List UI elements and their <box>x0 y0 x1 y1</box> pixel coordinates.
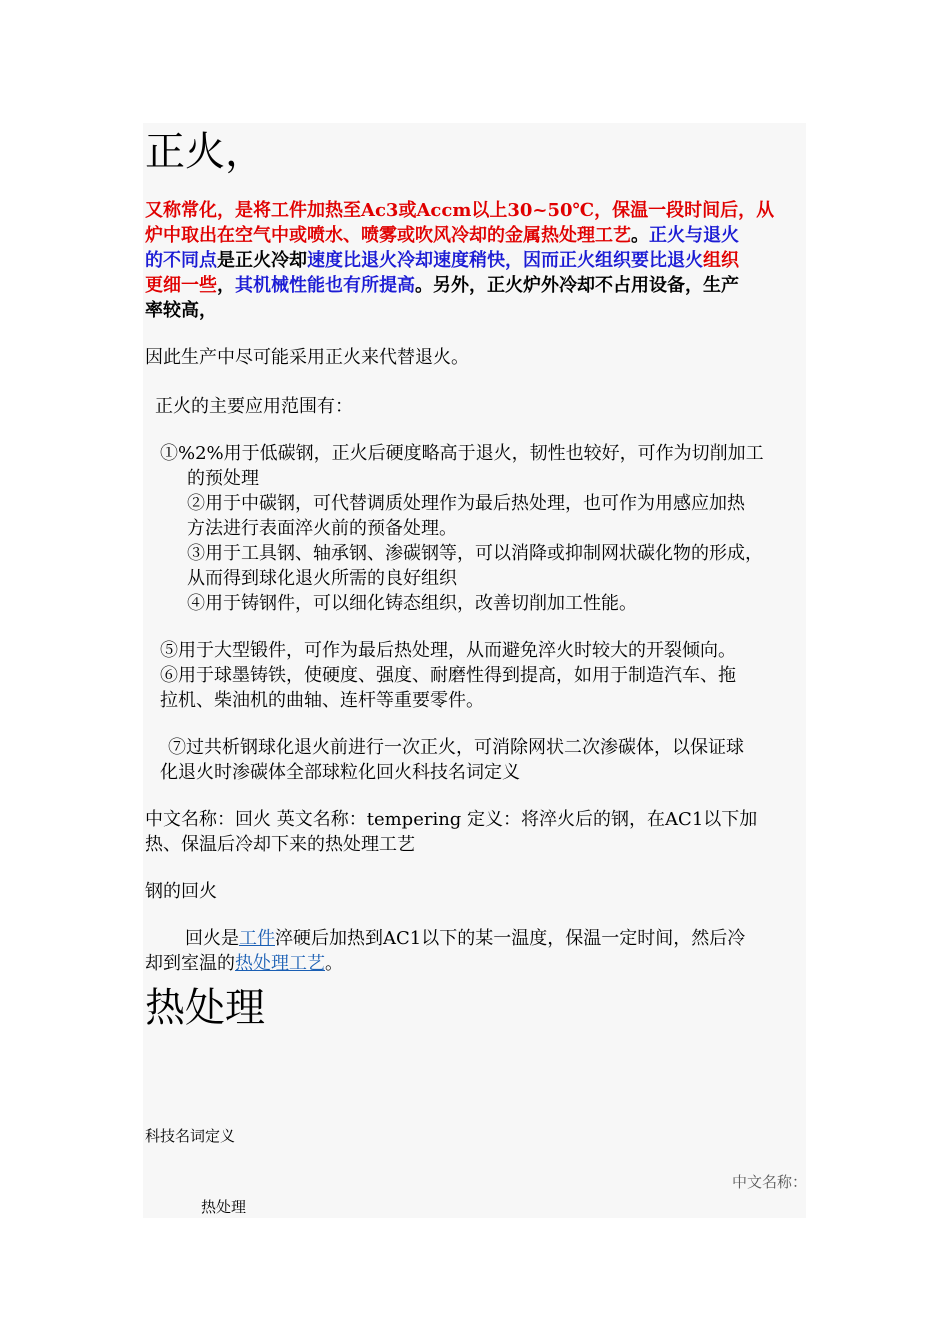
list-item-1-line1: ①%2%用于低碳钢，正火后硬度略高于退火，韧性也较好，可作为切削加工 <box>160 443 764 464</box>
list-item-2-line1: ②用于中碳钢，可代替调质处理作为最后热处理，也可作为用感应加热 <box>187 493 745 514</box>
p1-line4-red: 更细一些 <box>145 275 217 296</box>
tempering-mid: 淬硬后加热到AC1以下的某一温度，保温一定时间，然后冷 <box>275 928 746 949</box>
paragraph-3: 正火的主要应用范围有： <box>155 396 353 417</box>
p1-line2 <box>145 223 739 248</box>
p1-line5: 率较高， <box>145 300 217 321</box>
p1-line3-blue1: 的不同点 <box>145 250 217 271</box>
list-item-5: ⑤用于大型锻件，可作为最后热处理，从而避免淬火时较大的开裂倾向。 <box>160 640 736 661</box>
list-item-6-line2: 拉机、柴油机的曲轴、连杆等重要零件。 <box>160 690 484 711</box>
list-item-1-line2: 的预处理 <box>187 468 259 489</box>
list-item-7-line1: ⑦过共析钢球化退火前进行一次正火，可消除网状二次渗碳体，以保证球 <box>168 737 744 758</box>
list-item-2-line2: 方法进行表面淬火前的预备处理。 <box>187 518 457 539</box>
paragraph-2: 因此生产中尽可能采用正火来代替退火。 <box>145 347 469 368</box>
p1-line1: 又称常化，是将工件加热至Ac3或Accm以上30~50℃，保温一段时间后，从 <box>145 200 775 221</box>
tempering-l2-post: 。 <box>325 953 343 974</box>
p1-line3-black: 是正火冷却 <box>217 250 307 271</box>
list-item-7-line2: 化退火时渗碳体全部球粒化回火科技名词定义 <box>160 762 520 783</box>
heat-treatment-process-link[interactable]: 热处理工艺 <box>235 953 325 974</box>
sci-terms-heading: 科技名词定义 <box>145 1127 236 1145</box>
p1-line3-red: 组织 <box>703 250 739 271</box>
list-item-4: ④用于铸钢件，可以细化铸态组织，改善切削加工性能。 <box>187 593 637 614</box>
list-item-3-line1: ③用于工具钢、轴承钢、渗碳钢等，可以消降或抑制网状碳化物的形成， <box>187 543 763 564</box>
p1-line2-blue: 正火与退火 <box>649 225 739 246</box>
tempering-line1 <box>185 926 745 951</box>
chinese-name-label: 中文名称： <box>732 1173 808 1191</box>
definition-line1: 中文名称：回火 英文名称：tempering 定义：将淬火后的钢，在AC1以下加 <box>145 809 758 830</box>
p1-line4 <box>145 273 739 298</box>
tempering-l2-pre: 却到室温的 <box>145 953 235 974</box>
workpiece-link[interactable]: 工件 <box>239 928 275 949</box>
p1-line3 <box>145 248 739 273</box>
p1-line2-black: 。 <box>631 225 649 246</box>
list-item-6-line1: ⑥用于球墨铸铁，使硬度、强度、耐磨性得到提高，如用于制造汽车、拖 <box>160 665 736 686</box>
section-title-heat-treatment: 热处理 <box>145 985 265 1031</box>
p1-line4-black1: ， <box>217 275 235 296</box>
page-title: 正火， <box>145 129 265 175</box>
p1-line2-red: 炉中取出在空气中或喷水、喷雾或吹风冷却的金属热处理工艺 <box>145 225 631 246</box>
p1-line3-blue2: 速度比退火冷却速度稍快，因而正火组织要比退火 <box>307 250 703 271</box>
tempering-line2 <box>145 951 343 976</box>
chinese-name-value: 热处理 <box>201 1198 247 1216</box>
p1-line4-black2: 。另外，正火炉外冷却不占用设备，生产 <box>415 275 739 296</box>
tempering-pre: 回火是 <box>185 928 239 949</box>
list-item-3-line2: 从而得到球化退火所需的良好组织 <box>187 568 457 589</box>
definition-line2: 热、保温后冷却下来的热处理工艺 <box>145 834 415 855</box>
p1-line4-blue: 其机械性能也有所提高 <box>235 275 415 296</box>
steel-tempering-heading: 钢的回火 <box>145 881 217 902</box>
